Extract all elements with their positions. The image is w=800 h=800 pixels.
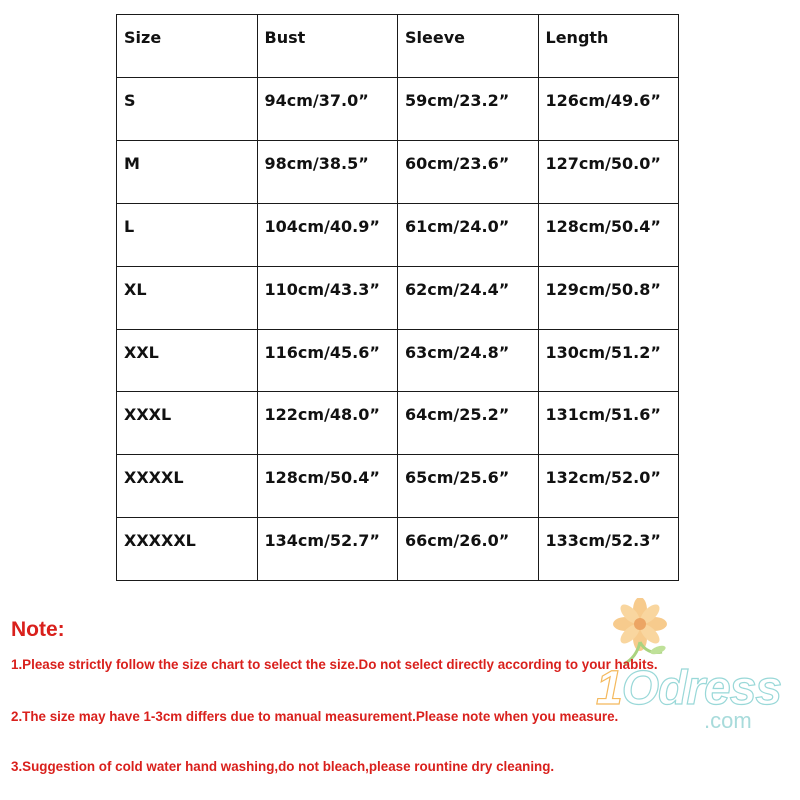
cell-size: M (117, 141, 258, 204)
logo-wordmark (596, 662, 782, 715)
cell-size: XXXXXL (117, 518, 258, 581)
table-row (117, 392, 679, 455)
table-header-row (117, 15, 679, 78)
logo-dotcom: .com (704, 708, 752, 733)
header-length: Length (538, 15, 679, 78)
note-line-1: 1.Please strictly follow the size chart to select the size.Do not select directly according to your habits. (11, 657, 658, 672)
cell-size: S (117, 78, 258, 141)
table-row (117, 141, 679, 204)
cell-size: L (117, 203, 258, 266)
cell-sleeve: 61cm/24.0” (398, 203, 539, 266)
cell-length: 126cm/49.6” (538, 78, 679, 141)
cell-bust: 122cm/48.0” (257, 392, 398, 455)
table-row (117, 329, 679, 392)
logo-wordmark-first: 1 (596, 662, 622, 715)
cell-bust: 98cm/38.5” (257, 141, 398, 204)
table-row (117, 455, 679, 518)
cell-sleeve: 64cm/25.2” (398, 392, 539, 455)
cell-sleeve: 59cm/23.2” (398, 78, 539, 141)
note-line-2: 2.The size may have 1-3cm differs due to manual measurement.Please note when you measure. (11, 709, 619, 724)
cell-sleeve: 60cm/23.6” (398, 141, 539, 204)
header-size: Size (117, 15, 258, 78)
table-row (117, 203, 679, 266)
logo-wordmark-rest: Odress (621, 662, 782, 715)
table-row (117, 518, 679, 581)
cell-size: XXXXL (117, 455, 258, 518)
note-line-3: 3.Suggestion of cold water hand washing,do not bleach,please rountine dry cleaning. (11, 759, 555, 774)
cell-length: 133cm/52.3” (538, 518, 679, 581)
table-row (117, 266, 679, 329)
cell-size: XL (117, 266, 258, 329)
cell-sleeve: 63cm/24.8” (398, 329, 539, 392)
cell-length: 129cm/50.8” (538, 266, 679, 329)
cell-length: 127cm/50.0” (538, 141, 679, 204)
cell-length: 130cm/51.2” (538, 329, 679, 392)
cell-length: 128cm/50.4” (538, 203, 679, 266)
cell-sleeve: 62cm/24.4” (398, 266, 539, 329)
header-bust: Bust (257, 15, 398, 78)
cell-bust: 110cm/43.3” (257, 266, 398, 329)
header-sleeve: Sleeve (398, 15, 539, 78)
size-chart-table (116, 14, 679, 581)
note-title: Note: (11, 618, 65, 641)
cell-sleeve: 65cm/25.6” (398, 455, 539, 518)
cell-bust: 94cm/37.0” (257, 78, 398, 141)
cell-bust: 116cm/45.6” (257, 329, 398, 392)
cell-size: XXXL (117, 392, 258, 455)
cell-length: 132cm/52.0” (538, 455, 679, 518)
cell-bust: 134cm/52.7” (257, 518, 398, 581)
cell-bust: 128cm/50.4” (257, 455, 398, 518)
cell-bust: 104cm/40.9” (257, 203, 398, 266)
cell-sleeve: 66cm/26.0” (398, 518, 539, 581)
cell-length: 131cm/51.6” (538, 392, 679, 455)
table-row (117, 78, 679, 141)
cell-size: XXL (117, 329, 258, 392)
